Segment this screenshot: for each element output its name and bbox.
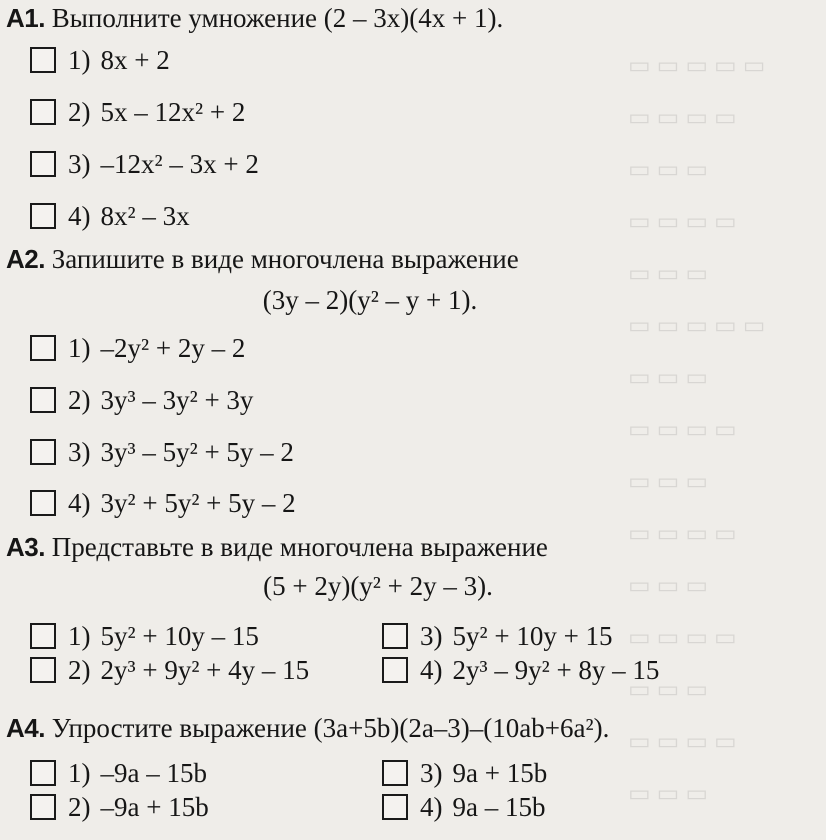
answer-checkbox[interactable] <box>30 335 56 361</box>
problem-a1-option-1[interactable]: 1) 8x + 2 <box>30 44 170 76</box>
problem-a1-text: Выполните умножение <box>51 3 318 33</box>
problem-a2-expression: (3y – 2)(y² – y + 1). <box>262 285 478 315</box>
answer-text: 2y³ + 9y² + 4y – 15 <box>100 655 310 685</box>
problem-a1-option-3[interactable]: 3) –12x² – 3x + 2 <box>30 148 259 180</box>
answer-checkbox[interactable] <box>30 623 56 649</box>
problem-a3-option-2[interactable]: 2) 2y³ + 9y² + 4y – 15 <box>30 654 309 686</box>
answer-checkbox[interactable] <box>30 794 56 820</box>
bleed-through-background: ▭ ▭ ▭ ▭ ▭ ▭ ▭ ▭ ▭ ▭ ▭ ▭ ▭ ▭ ▭ ▭ ▭ ▭ ▭ ▭ ▭ ▭ ▭ ▭ ▭ ▭ ▭ ▭ ▭ ▭ ▭ ▭ ▭ ▭ ▭ ▭ ▭ ▭ ▭ ▭ ▭ ▭ ▭ ▭ ▭ ▭ ▭ ▭ ▭ ▭ ▭ ▭ ▭ ▭ ▭ <box>628 53 766 807</box>
answer-checkbox[interactable] <box>30 760 56 786</box>
problem-a4-text: Упростите выражение <box>51 713 307 743</box>
answer-checkbox[interactable] <box>382 657 408 683</box>
problem-a4-heading <box>6 712 609 744</box>
answer-text: –12x² – 3x + 2 <box>100 149 259 179</box>
answer-checkbox[interactable] <box>30 99 56 125</box>
problem-a3-label: А3. <box>6 532 45 562</box>
answer-text: 5x – 12x² + 2 <box>100 97 246 127</box>
problem-a1-option-2[interactable]: 2) 5x – 12x² + 2 <box>30 96 245 128</box>
answer-text: 3y² + 5y² + 5y – 2 <box>100 488 296 518</box>
problem-a2-heading <box>6 243 519 275</box>
problem-a3-heading <box>6 531 548 563</box>
answer-text: –9a + 15b <box>100 792 209 822</box>
problem-a3-expression: (5 + 2y)(y² + 2y – 3). <box>263 571 493 601</box>
problem-a2-option-3[interactable]: 3) 3y³ – 5y² + 5y – 2 <box>30 436 294 468</box>
answer-text: –2y² + 2y – 2 <box>100 333 246 363</box>
problem-a1-heading <box>6 2 503 34</box>
answer-checkbox[interactable] <box>382 623 408 649</box>
problem-a4-option-2[interactable]: 2) –9a + 15b <box>30 791 209 823</box>
answer-text: –9a – 15b <box>100 758 207 788</box>
problem-a4-option-1[interactable]: 1) –9a – 15b <box>30 757 207 789</box>
problem-a4-label: А4. <box>6 713 45 743</box>
answer-text: 3y³ – 3y² + 3y <box>100 385 254 415</box>
answer-checkbox[interactable] <box>30 203 56 229</box>
answer-text: 5y² + 10y – 15 <box>100 621 259 651</box>
problem-a3-text: Представьте в виде многочлена выражение <box>51 532 548 562</box>
problem-a4-expression: (3a+5b)(2a–3)–(10ab+6a²). <box>313 713 610 743</box>
answer-checkbox[interactable] <box>30 490 56 516</box>
problem-a3-option-1[interactable]: 1) 5y² + 10y – 15 <box>30 620 259 652</box>
answer-text: 9a + 15b <box>452 758 548 788</box>
problem-a1-option-4[interactable]: 4) 8x² – 3x <box>30 200 190 232</box>
problem-a3-option-3[interactable]: 3) 5y² + 10y + 15 <box>382 620 613 652</box>
problem-a2-option-2[interactable]: 2) 3y³ – 3y² + 3y <box>30 384 253 416</box>
answer-text: 8x + 2 <box>100 45 170 75</box>
problem-a4-option-4[interactable]: 4) 9a – 15b <box>382 791 545 823</box>
answer-text: 3y³ – 5y² + 5y – 2 <box>100 437 294 467</box>
answer-text: 2y³ – 9y² + 8y – 15 <box>452 655 660 685</box>
problem-a4-option-3[interactable]: 3) 9a + 15b <box>382 757 547 789</box>
answer-checkbox[interactable] <box>30 439 56 465</box>
problem-a3-option-4[interactable]: 4) 2y³ – 9y² + 8y – 15 <box>382 654 659 686</box>
problem-a2-option-4[interactable]: 4) 3y² + 5y² + 5y – 2 <box>30 487 296 519</box>
problem-a1-label: А1. <box>6 3 45 33</box>
problem-a2-option-1[interactable]: 1) –2y² + 2y – 2 <box>30 332 245 364</box>
answer-checkbox[interactable] <box>382 760 408 786</box>
answer-text: 9a – 15b <box>452 792 546 822</box>
problem-a2-text: Запишите в виде многочлена выражение <box>51 244 519 274</box>
problem-a2-label: А2. <box>6 244 45 274</box>
problem-a1-expression: (2 – 3x)(4x + 1). <box>323 3 504 33</box>
answer-checkbox[interactable] <box>30 387 56 413</box>
answer-checkbox[interactable] <box>382 794 408 820</box>
answer-text: 8x² – 3x <box>100 201 190 231</box>
answer-checkbox[interactable] <box>30 47 56 73</box>
answer-checkbox[interactable] <box>30 151 56 177</box>
answer-checkbox[interactable] <box>30 657 56 683</box>
answer-text: 5y² + 10y + 15 <box>452 621 613 651</box>
